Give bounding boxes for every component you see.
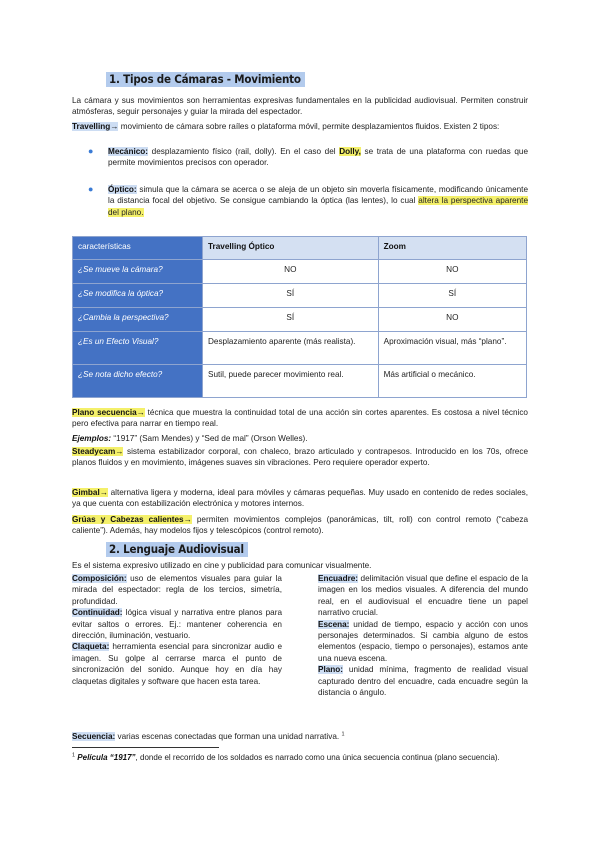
footnote-number: 1 [72,752,76,759]
plano-paragraph [318,664,528,698]
row-label: ¿Cambia la perspectiva? [73,308,203,332]
encuadre-text: delimitación visual que define el espacio de la imagen en los medios visuales. A diferencia del mundo real, en el audiovisual el encuadre tiene un papel narrativo crucial. [318,574,528,618]
left-column [72,573,282,687]
table-cell: Sutil, puede parecer movimiento real. [203,365,379,398]
table-cell: SÍ [203,284,379,308]
optico-text-pre: simula que la cámara se acerca o se aleja de un objeto sin moverla físicamente, modificando únicamente la distancia focal del objetivo. Se consigue cambiando la óptica (las lentes), lo cual [108,185,528,206]
table-row [73,260,527,284]
bullet-mecanico [108,146,528,169]
gruas-paragraph [72,514,528,537]
row-label: ¿Es un Efecto Visual? [73,332,203,365]
optico-term: Óptico: [108,185,137,194]
plano-secuencia-text: técnica que muestra la continuidad total de una acción sin cortes aparentes. Es costosa a nivel técnico pero efectiva para narrar en tiempo real. [72,408,528,429]
steadycam-text: sistema estabilizador corporal, con chaleco, brazo articulado y contrapesos. Introducido en los 70s, ofrece planos fluidos y en movimiento, imágenes suaves sin vibraciones. Pero requiere operador experto. [72,447,528,468]
table-cell: NO [378,260,526,284]
header-caracteristicas: características [73,237,203,260]
plano-term: Plano: [318,665,344,675]
table-cell: Aproximación visual, más “plano”. [378,332,526,365]
escena-term: Escena: [318,619,350,629]
row-label: ¿Se nota dicho efecto? [73,365,203,398]
row-label: ¿Se modifica la óptica? [73,284,203,308]
table-row [73,365,527,398]
section-1-title: 1. Tipos de Cámaras - Movimiento [106,72,305,87]
travelling-text: movimiento de cámara sobre raíles o plataforma móvil, permite desplazamientos fluidos. Existen 2 tipos: [118,122,500,131]
escena-paragraph [318,619,528,665]
footnote-term: Película “1917” [75,753,136,762]
bullet-optico [108,184,528,218]
escena-text: unidad de tiempo, espacio y acción con unos personajes determinados. Si cambia alguno de estos elementos (espacio, tiempo o personajes), estamos ante una nueva escena. [318,619,528,663]
gruas-text: permiten movimientos complejos (panorámicas, tilt, roll) con control remoto (“cabeza caliente”). Además, hay modelos fijos y telescópicos (control remoto). [72,515,529,536]
comparison-table [72,236,527,398]
section-2-title: 2. Lenguaje Audiovisual [106,542,248,557]
perspectiva-highlight: altera la perspectiva aparente del plano. [108,196,528,217]
bullet-icon: ● [88,146,94,156]
claqueta-text: herramienta esencial para sincronizar audio e imagen. Su golpe al cerrarse marca el punto de sincronización del sonido. Aunque hoy en día hay claquetas digitales y software que hacen esta tarea. [72,642,282,686]
composicion-text: uso de elementos visuales para guiar la mirada del espectador: regla de los tercios, simetría, profundidad. [72,574,282,606]
row-label: ¿Se mueve la cámara? [73,260,203,284]
plano-text: unidad mínima, fragmento de realidad visual capturado dentro del encuadre, cada encuadre según la distancia o ángulo. [318,665,528,698]
footnote [72,752,528,763]
header-zoom: Zoom [378,237,526,260]
gimbal-term: Gimbal→ [72,488,108,497]
composicion-paragraph [72,573,282,607]
gruas-term: Grúas y Cabezas calientes→ [72,515,192,524]
claqueta-paragraph [72,641,282,687]
continuidad-paragraph [72,607,282,641]
table-cell: NO [378,308,526,332]
table-cell: NO [203,260,379,284]
secuencia-text: varias escenas conectadas que forman una unidad narrativa. [115,732,342,741]
right-column [318,573,528,698]
table-row [73,284,527,308]
table-row [73,332,527,365]
encuadre-paragraph [318,573,528,619]
steadycam-term: Steadycam→ [72,447,124,456]
footnote-text: , donde el recorrido de los soldados es narrado como una única secuencia continua (plano secuencia). [135,753,500,762]
table-row [73,308,527,332]
plano-secuencia-paragraph [72,407,528,430]
footnote-reference[interactable]: 1 [341,731,345,738]
continuidad-text: lógica visual y narrativa entre planos para evitar saltos o errores. Ej.: mantener coherencia en dirección, iluminación, vestuario. [72,608,282,641]
gimbal-paragraph [72,487,528,510]
ejemplos-term: Ejemplos: [72,434,112,443]
header-travelling-optico: Travelling Óptico [203,237,379,260]
table-cell: SÍ [203,308,379,332]
mecanico-term: Mecánico: [108,147,149,156]
table-header-row [73,237,527,260]
section-2-intro: Es el sistema expresivo utilizado en cine y publicidad para comunicar visualmente. [72,561,372,570]
footnote-divider [72,747,219,748]
table-cell: SÍ [378,284,526,308]
travelling-paragraph [72,121,528,132]
table-cell: Más artificial o mecánico. [378,365,526,398]
secuencia-paragraph [72,731,528,742]
plano-secuencia-term: Plano secuencia→ [72,408,145,417]
mecanico-text-pre: desplazamiento físico (rail, dolly). En el caso del [148,147,340,156]
table-cell: Desplazamiento aparente (más realista). [203,332,379,365]
travelling-term: Travelling→ [72,122,119,131]
continuidad-term: Continuidad: [72,608,123,618]
mecanico-text-post: se trata de una plataforma con ruedas que permite movimientos precisos con operador. [108,147,528,168]
encuadre-term: Encuadre: [318,574,359,583]
dolly-highlight: Dolly, [339,147,361,156]
composicion-term: Composición: [72,574,127,583]
gimbal-text: alternativa ligera y moderna, ideal para móviles y cámaras pequeñas. Muy usado en contenido de redes sociales, ya que cuenta con estabilización electrónica y motores internos. [72,488,528,509]
ejemplos-text: “1917” (Sam Mendes) y “Sed de mal” (Orson Welles). [111,434,308,443]
claqueta-term: Claqueta: [72,642,110,652]
steadycam-paragraph [72,446,528,469]
secuencia-term: Secuencia: [72,732,116,741]
intro-paragraph: La cámara y sus movimientos son herramientas expresivas fundamentales en la publicidad audiovisual. Permiten construir atmósferas, seguir personajes y guiar la mirada del espectador. [72,96,528,117]
ejemplos-paragraph [72,433,528,444]
bullet-icon: ● [88,184,94,194]
